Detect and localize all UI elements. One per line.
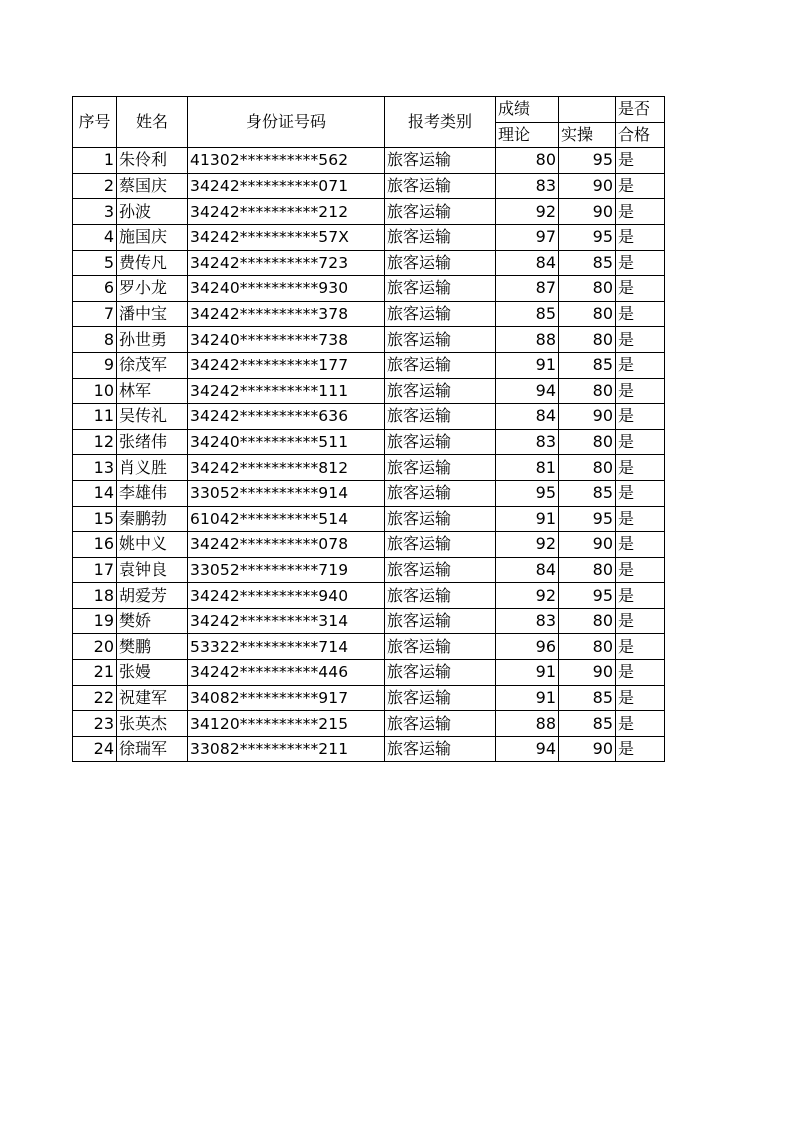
cell-no: 10 <box>73 378 117 404</box>
cell-theory: 91 <box>496 506 559 532</box>
cell-pass: 是 <box>616 506 665 532</box>
table-row <box>73 352 665 378</box>
cell-no: 17 <box>73 557 117 583</box>
cell-theory: 95 <box>496 480 559 506</box>
header-category: 报考类别 <box>385 97 496 148</box>
table-row <box>73 711 665 737</box>
cell-practice: 90 <box>559 660 616 686</box>
cell-pass: 是 <box>616 634 665 660</box>
table-body <box>73 97 665 762</box>
cell-id: 34242**********212 <box>188 199 385 225</box>
cell-no: 22 <box>73 685 117 711</box>
cell-theory: 84 <box>496 250 559 276</box>
cell-name: 徐茂军 <box>117 352 188 378</box>
cell-pass: 是 <box>616 327 665 353</box>
header-score: 成绩 <box>496 97 559 123</box>
cell-theory: 84 <box>496 404 559 430</box>
cell-no: 16 <box>73 532 117 558</box>
header-pass-bottom: 合格 <box>616 122 665 148</box>
cell-pass: 是 <box>616 276 665 302</box>
cell-practice: 90 <box>559 173 616 199</box>
table-row <box>73 148 665 174</box>
cell-category: 旅客运输 <box>385 711 496 737</box>
cell-category: 旅客运输 <box>385 404 496 430</box>
cell-id: 33052**********914 <box>188 480 385 506</box>
cell-name: 林军 <box>117 378 188 404</box>
cell-theory: 83 <box>496 429 559 455</box>
cell-no: 23 <box>73 711 117 737</box>
cell-pass: 是 <box>616 480 665 506</box>
cell-pass: 是 <box>616 608 665 634</box>
cell-no: 7 <box>73 301 117 327</box>
header-theory: 理论 <box>496 122 559 148</box>
cell-id: 34242**********812 <box>188 455 385 481</box>
header-id: 身份证号码 <box>188 97 385 148</box>
cell-no: 18 <box>73 583 117 609</box>
cell-no: 3 <box>73 199 117 225</box>
cell-id: 34242**********071 <box>188 173 385 199</box>
cell-pass: 是 <box>616 455 665 481</box>
cell-category: 旅客运输 <box>385 429 496 455</box>
table-row <box>73 506 665 532</box>
cell-theory: 94 <box>496 378 559 404</box>
cell-id: 34120**********215 <box>188 711 385 737</box>
cell-id: 34242**********57X <box>188 224 385 250</box>
table-row <box>73 199 665 225</box>
cell-pass: 是 <box>616 250 665 276</box>
cell-practice: 95 <box>559 583 616 609</box>
table-row <box>73 224 665 250</box>
cell-pass: 是 <box>616 557 665 583</box>
header-blank <box>559 97 616 123</box>
cell-name: 孙波 <box>117 199 188 225</box>
cell-practice: 95 <box>559 224 616 250</box>
cell-theory: 92 <box>496 583 559 609</box>
cell-id: 34242**********078 <box>188 532 385 558</box>
cell-category: 旅客运输 <box>385 199 496 225</box>
cell-id: 34240**********511 <box>188 429 385 455</box>
cell-no: 20 <box>73 634 117 660</box>
cell-pass: 是 <box>616 173 665 199</box>
cell-name: 秦鹏勃 <box>117 506 188 532</box>
cell-pass: 是 <box>616 199 665 225</box>
cell-no: 5 <box>73 250 117 276</box>
cell-name: 张绪伟 <box>117 429 188 455</box>
cell-practice: 80 <box>559 429 616 455</box>
cell-no: 21 <box>73 660 117 686</box>
score-table <box>72 96 665 762</box>
cell-name: 吴传礼 <box>117 404 188 430</box>
cell-practice: 80 <box>559 455 616 481</box>
header-name: 姓名 <box>117 97 188 148</box>
cell-theory: 92 <box>496 199 559 225</box>
cell-id: 34242**********723 <box>188 250 385 276</box>
cell-name: 李雄伟 <box>117 480 188 506</box>
cell-id: 34242**********378 <box>188 301 385 327</box>
cell-category: 旅客运输 <box>385 506 496 532</box>
cell-practice: 85 <box>559 352 616 378</box>
cell-category: 旅客运输 <box>385 736 496 762</box>
cell-name: 蔡国庆 <box>117 173 188 199</box>
cell-category: 旅客运输 <box>385 685 496 711</box>
cell-practice: 80 <box>559 276 616 302</box>
cell-category: 旅客运输 <box>385 608 496 634</box>
cell-theory: 88 <box>496 711 559 737</box>
cell-id: 34242**********940 <box>188 583 385 609</box>
cell-id: 34242**********636 <box>188 404 385 430</box>
cell-name: 樊娇 <box>117 608 188 634</box>
table-row <box>73 532 665 558</box>
cell-category: 旅客运输 <box>385 480 496 506</box>
cell-practice: 95 <box>559 148 616 174</box>
cell-practice: 90 <box>559 404 616 430</box>
table-row <box>73 173 665 199</box>
cell-practice: 80 <box>559 301 616 327</box>
table-row <box>73 660 665 686</box>
cell-theory: 84 <box>496 557 559 583</box>
cell-pass: 是 <box>616 404 665 430</box>
cell-category: 旅客运输 <box>385 634 496 660</box>
table-row <box>73 455 665 481</box>
cell-name: 祝建军 <box>117 685 188 711</box>
cell-practice: 95 <box>559 506 616 532</box>
cell-no: 13 <box>73 455 117 481</box>
cell-no: 9 <box>73 352 117 378</box>
cell-practice: 80 <box>559 378 616 404</box>
cell-pass: 是 <box>616 224 665 250</box>
cell-no: 4 <box>73 224 117 250</box>
cell-category: 旅客运输 <box>385 583 496 609</box>
cell-no: 2 <box>73 173 117 199</box>
cell-no: 12 <box>73 429 117 455</box>
table-row <box>73 429 665 455</box>
table-row <box>73 480 665 506</box>
cell-category: 旅客运输 <box>385 378 496 404</box>
cell-category: 旅客运输 <box>385 660 496 686</box>
table-row <box>73 608 665 634</box>
table-row <box>73 378 665 404</box>
cell-category: 旅客运输 <box>385 532 496 558</box>
cell-pass: 是 <box>616 532 665 558</box>
cell-practice: 80 <box>559 557 616 583</box>
cell-category: 旅客运输 <box>385 327 496 353</box>
table-row <box>73 736 665 762</box>
cell-no: 14 <box>73 480 117 506</box>
table-row <box>73 301 665 327</box>
cell-theory: 83 <box>496 608 559 634</box>
cell-practice: 80 <box>559 634 616 660</box>
table-row <box>73 327 665 353</box>
cell-name: 徐瑞军 <box>117 736 188 762</box>
cell-practice: 85 <box>559 685 616 711</box>
cell-category: 旅客运输 <box>385 301 496 327</box>
table-row <box>73 634 665 660</box>
cell-id: 34240**********930 <box>188 276 385 302</box>
cell-id: 34242**********177 <box>188 352 385 378</box>
cell-practice: 90 <box>559 736 616 762</box>
cell-name: 施国庆 <box>117 224 188 250</box>
cell-theory: 83 <box>496 173 559 199</box>
cell-theory: 85 <box>496 301 559 327</box>
cell-theory: 91 <box>496 660 559 686</box>
cell-name: 罗小龙 <box>117 276 188 302</box>
cell-theory: 97 <box>496 224 559 250</box>
cell-practice: 90 <box>559 199 616 225</box>
cell-category: 旅客运输 <box>385 224 496 250</box>
cell-no: 24 <box>73 736 117 762</box>
cell-no: 15 <box>73 506 117 532</box>
cell-pass: 是 <box>616 378 665 404</box>
table-row <box>73 685 665 711</box>
cell-category: 旅客运输 <box>385 250 496 276</box>
cell-category: 旅客运输 <box>385 173 496 199</box>
table-row <box>73 404 665 430</box>
cell-practice: 80 <box>559 608 616 634</box>
cell-theory: 81 <box>496 455 559 481</box>
header-pass-top: 是否 <box>616 97 665 123</box>
cell-theory: 94 <box>496 736 559 762</box>
header-row-top <box>73 97 665 123</box>
cell-name: 孙世勇 <box>117 327 188 353</box>
cell-theory: 80 <box>496 148 559 174</box>
cell-id: 34240**********738 <box>188 327 385 353</box>
cell-pass: 是 <box>616 352 665 378</box>
cell-name: 潘中宝 <box>117 301 188 327</box>
cell-name: 肖义胜 <box>117 455 188 481</box>
cell-pass: 是 <box>616 301 665 327</box>
cell-theory: 88 <box>496 327 559 353</box>
cell-no: 1 <box>73 148 117 174</box>
cell-pass: 是 <box>616 660 665 686</box>
cell-theory: 91 <box>496 352 559 378</box>
cell-practice: 80 <box>559 327 616 353</box>
cell-name: 张英杰 <box>117 711 188 737</box>
cell-name: 姚中义 <box>117 532 188 558</box>
cell-category: 旅客运输 <box>385 352 496 378</box>
cell-id: 41302**********562 <box>188 148 385 174</box>
table-row <box>73 250 665 276</box>
cell-category: 旅客运输 <box>385 276 496 302</box>
cell-practice: 85 <box>559 711 616 737</box>
cell-practice: 85 <box>559 480 616 506</box>
cell-theory: 92 <box>496 532 559 558</box>
cell-practice: 85 <box>559 250 616 276</box>
cell-pass: 是 <box>616 685 665 711</box>
cell-id: 34082**********917 <box>188 685 385 711</box>
table-row <box>73 557 665 583</box>
cell-no: 6 <box>73 276 117 302</box>
cell-theory: 91 <box>496 685 559 711</box>
header-practice: 实操 <box>559 122 616 148</box>
cell-pass: 是 <box>616 148 665 174</box>
cell-practice: 90 <box>559 532 616 558</box>
cell-theory: 96 <box>496 634 559 660</box>
cell-id: 33082**********211 <box>188 736 385 762</box>
cell-no: 8 <box>73 327 117 353</box>
cell-no: 11 <box>73 404 117 430</box>
cell-name: 张嫚 <box>117 660 188 686</box>
cell-pass: 是 <box>616 583 665 609</box>
cell-category: 旅客运输 <box>385 455 496 481</box>
cell-no: 19 <box>73 608 117 634</box>
cell-id: 61042**********514 <box>188 506 385 532</box>
cell-id: 34242**********111 <box>188 378 385 404</box>
cell-id: 53322**********714 <box>188 634 385 660</box>
cell-name: 胡爱芳 <box>117 583 188 609</box>
cell-id: 33052**********719 <box>188 557 385 583</box>
cell-name: 樊鹏 <box>117 634 188 660</box>
table-row <box>73 276 665 302</box>
cell-category: 旅客运输 <box>385 148 496 174</box>
cell-name: 朱伶利 <box>117 148 188 174</box>
cell-pass: 是 <box>616 736 665 762</box>
cell-name: 费传凡 <box>117 250 188 276</box>
table-row <box>73 583 665 609</box>
cell-name: 袁钟良 <box>117 557 188 583</box>
cell-pass: 是 <box>616 429 665 455</box>
header-no: 序号 <box>73 97 117 148</box>
cell-theory: 87 <box>496 276 559 302</box>
cell-id: 34242**********314 <box>188 608 385 634</box>
cell-category: 旅客运输 <box>385 557 496 583</box>
cell-id: 34242**********446 <box>188 660 385 686</box>
cell-pass: 是 <box>616 711 665 737</box>
